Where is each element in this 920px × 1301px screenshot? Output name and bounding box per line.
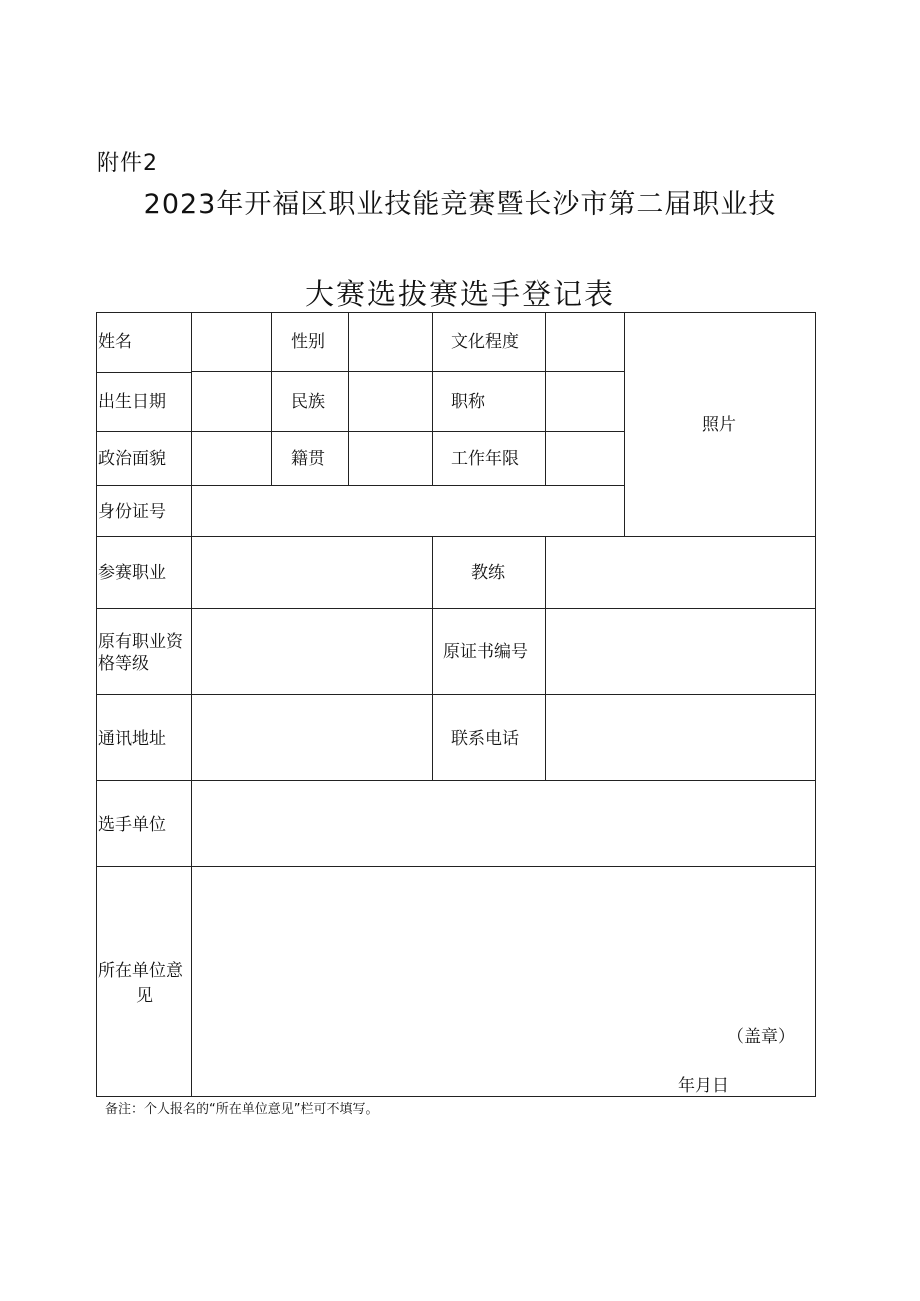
seal-text: （盖章） bbox=[727, 1027, 795, 1047]
qualification-label-line2: 格等级 bbox=[98, 654, 149, 674]
occupation-label: 参赛职业 bbox=[98, 563, 166, 583]
political-status-label: 政治面貌 bbox=[98, 449, 166, 469]
date-text: 年月日 bbox=[678, 1076, 729, 1096]
unit-opinion-label-line1: 所在单位意 bbox=[98, 961, 183, 981]
native-place-label: 籍贯 bbox=[291, 449, 325, 469]
contestant-unit-label: 选手单位 bbox=[98, 815, 166, 835]
form-title-line2: 大赛选拔赛选手登记表 bbox=[304, 277, 615, 311]
birth-date-label: 出生日期 bbox=[98, 392, 166, 412]
photo-label: 照片 bbox=[702, 415, 736, 435]
form-title-line1: 2023年开福区职业技能竞赛暨长沙市第二届职业技 bbox=[143, 189, 777, 220]
phone-label: 联系电话 bbox=[451, 729, 519, 749]
attachment-label: 附件2 bbox=[97, 151, 158, 176]
education-label: 文化程度 bbox=[451, 332, 519, 352]
address-label: 通讯地址 bbox=[98, 729, 166, 749]
certificate-number-label: 原证书编号 bbox=[443, 642, 528, 662]
job-title-label: 职称 bbox=[451, 392, 485, 412]
id-number-label: 身份证号 bbox=[98, 502, 166, 522]
ethnicity-label: 民族 bbox=[291, 392, 325, 412]
gender-label: 性别 bbox=[291, 332, 325, 352]
name-label: 姓名 bbox=[98, 332, 132, 352]
unit-opinion-label-line2: 见 bbox=[136, 986, 153, 1006]
qualification-label-line1: 原有职业资 bbox=[98, 632, 183, 652]
footer-note: 备注：个人报名的“所在单位意见”栏可不填写。 bbox=[105, 1102, 379, 1117]
work-years-label: 工作年限 bbox=[451, 449, 519, 469]
coach-label: 教练 bbox=[471, 563, 505, 583]
